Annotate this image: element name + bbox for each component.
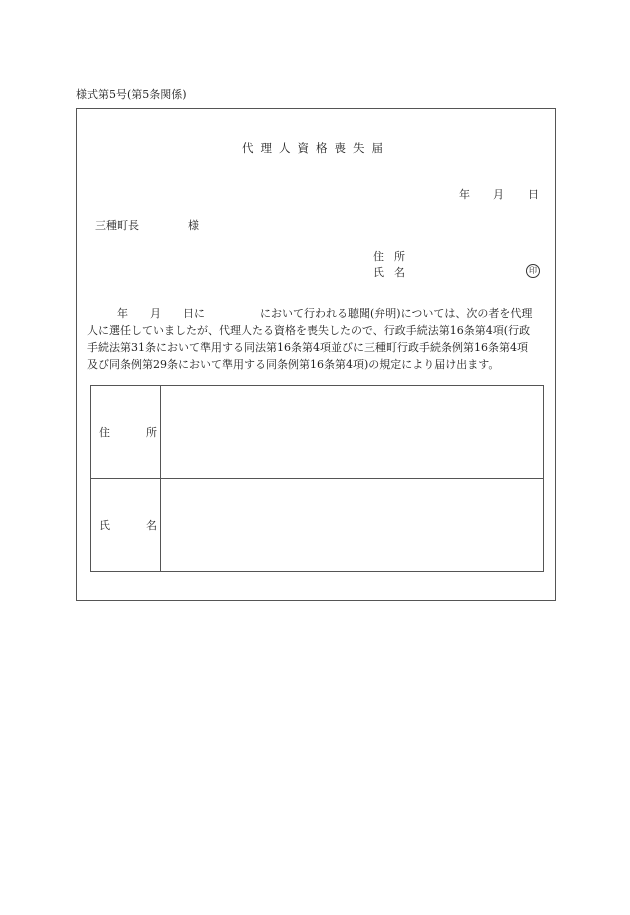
applicant-address-label: 住所	[373, 250, 415, 263]
form-number: 様式第5号(第5条関係)	[76, 88, 187, 101]
notice-body	[87, 305, 553, 373]
agent-address-label-b: 所	[146, 426, 157, 439]
addressee-name: 三種町長	[95, 219, 139, 232]
applicant-name-label: 氏名	[373, 266, 415, 279]
notice-line: 及び同条例第29条において準用する同条例第16条第4項)の規定により届け出ます。	[87, 358, 500, 371]
notice-line: 人に選任していましたが、代理人たる資格を喪失したので、行政手続法第16条第4項(行政	[87, 324, 531, 337]
addressee-honorific: 様	[188, 219, 199, 232]
agent-name-label-a: 氏	[99, 519, 110, 532]
agent-address-label-a: 住	[99, 426, 110, 439]
agent-info-table	[90, 385, 544, 572]
form-frame	[76, 108, 556, 601]
form-title: 代理人資格喪失届	[242, 141, 390, 155]
date-year-label: 年	[459, 188, 470, 201]
addressee	[95, 217, 199, 233]
agent-name-row	[91, 479, 543, 571]
agent-address-row	[91, 386, 543, 479]
notice-line: 年 月 日に において行われる聴聞(弁明)については、次の者を代理	[117, 307, 533, 320]
agent-address-field[interactable]	[162, 386, 543, 478]
agent-name-label-b: 名	[146, 519, 157, 532]
seal-mark: 印	[526, 264, 540, 278]
date-month-label: 月	[493, 188, 504, 201]
agent-name-label-cell	[91, 479, 161, 571]
agent-address-label-cell	[91, 386, 161, 478]
agent-name-field[interactable]	[162, 479, 543, 571]
notice-line: 手続法第31条において準用する同法第16条第4項並びに三種町行政手続条例第16条第4項	[87, 341, 528, 354]
date-day-label: 日	[528, 188, 539, 201]
